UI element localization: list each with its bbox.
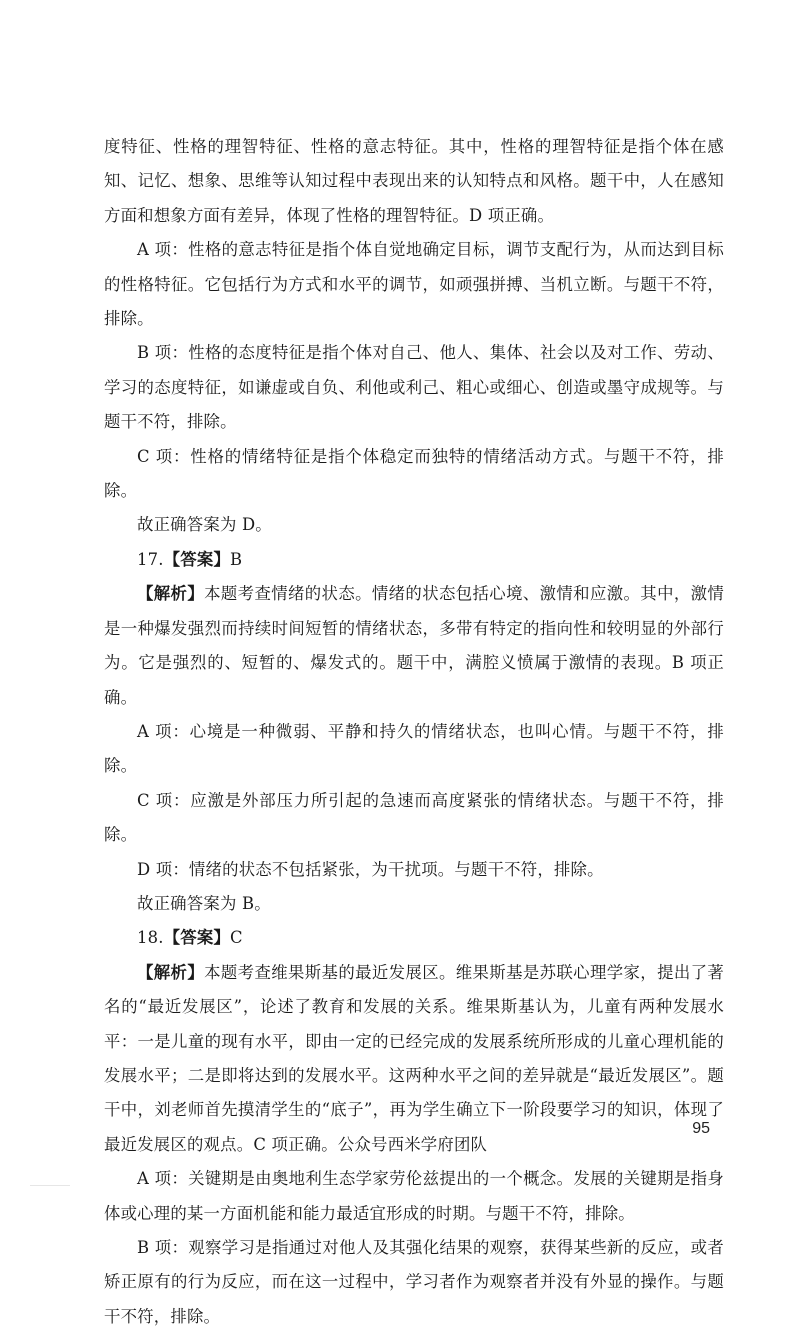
q16-continuation-paragraph: 度特征、性格的理智特征、性格的意志特征。其中，性格的理智特征是指个体在感知、记忆、想象、思维等认知过程中表现出来的认知特点和风格。题干中，人在感知方面和想象方面有差异，体现了性格的理智特征。D 项正确。 [104,137,724,225]
q17-option-a: A 项：心境是一种微弱、平静和持久的情绪状态，也叫心情。与题干不符，排除。 [104,721,724,776]
q18-answer-tag: 【答案】 [163,928,231,948]
q17-answer: B [230,549,243,569]
page-number: 95 [692,1120,710,1137]
q17-analysis [104,577,724,715]
scan-edge-mark [30,1185,70,1186]
q17-number: 17. [137,549,164,569]
q17-answer-tag: 【答案】 [163,549,231,569]
q18-analysis-tag: 【解析】 [137,962,205,982]
q17-answer-line [104,543,724,577]
q18-option-a: A 项：关键期是由奥地利生态学家劳伦兹提出的一个概念。发展的关键期是指身体或心理的某一方面机能和能力最适宜形成的时期。与题干不符，排除。 [104,1169,724,1223]
q18-answer: C [230,928,243,948]
q16-option-b: B 项：性格的态度特征是指个体对自己、他人、集体、社会以及对工作、劳动、学习的态度特征，如谦虚或自负、利他或利己、粗心或细心、创造或墨守成规等。与题干不符，排除。 [104,343,724,432]
q17-option-d: D 项：情绪的状态不包括紧张，为干扰项。与题干不符，排除。 [137,859,604,879]
q16-option-a: A 项：性格的意志特征是指个体自觉地确定目标，调节支配行为，从而达到目标的性格特征。它包括行为方式和水平的调节，如顽强拼搏、当机立断。与题干不符，排除。 [104,240,724,329]
q18-number: 18. [137,928,164,948]
document-body [104,130,724,1334]
q16-option-c: C 项：性格的情绪特征是指个体稳定而独特的情绪活动方式。与题干不符，排除。 [104,446,724,501]
q18-analysis-text: 本题考查维果斯基的最近发展区。维果斯基是苏联心理学家，提出了著名的“最近发展区”，论述了教育和发展的关系。维果斯基认为，儿童有两种发展水平：一是儿童的现有水平，即由一定的已经完成的发展系统所形成的儿童心理机能的发展水平；二是即将达到的发展水平。这两种水平之间的差异就是“最近发展区”。题干中，刘老师首先摸清学生的“底子”，再为学生确立下一阶段要学习的知识，体现了最近发展区的观点。C 项正确。公众号西米学府团队 [104,962,724,1154]
q17-analysis-tag: 【解析】 [137,584,205,604]
q18-answer-line [104,921,724,955]
q18-option-b: B 项：观察学习是指通过对他人及其强化结果的观察，获得某些新的反应，或者矫正原有的行为反应，而在这一过程中，学习者作为观察者并没有外显的操作。与题干不符，排除。 [104,1238,724,1326]
q17-option-c: C 项：应激是外部压力所引起的急速而高度紧张的情绪状态。与题干不符，排除。 [104,790,724,845]
q18-analysis [104,956,724,1162]
q16-conclusion: 故正确答案为 D。 [137,515,272,535]
q17-analysis-text: 本题考查情绪的状态。情绪的状态包括心境、激情和应激。其中，激情是一种爆发强烈而持续时间短暂的情绪状态，多带有特定的指向性和较明显的外部行为。它是强烈的、短暂的、爆发式的。题干中，满腔义愤属于激情的表现。B 项正确。 [104,584,724,707]
q17-conclusion: 故正确答案为 B。 [137,893,271,913]
